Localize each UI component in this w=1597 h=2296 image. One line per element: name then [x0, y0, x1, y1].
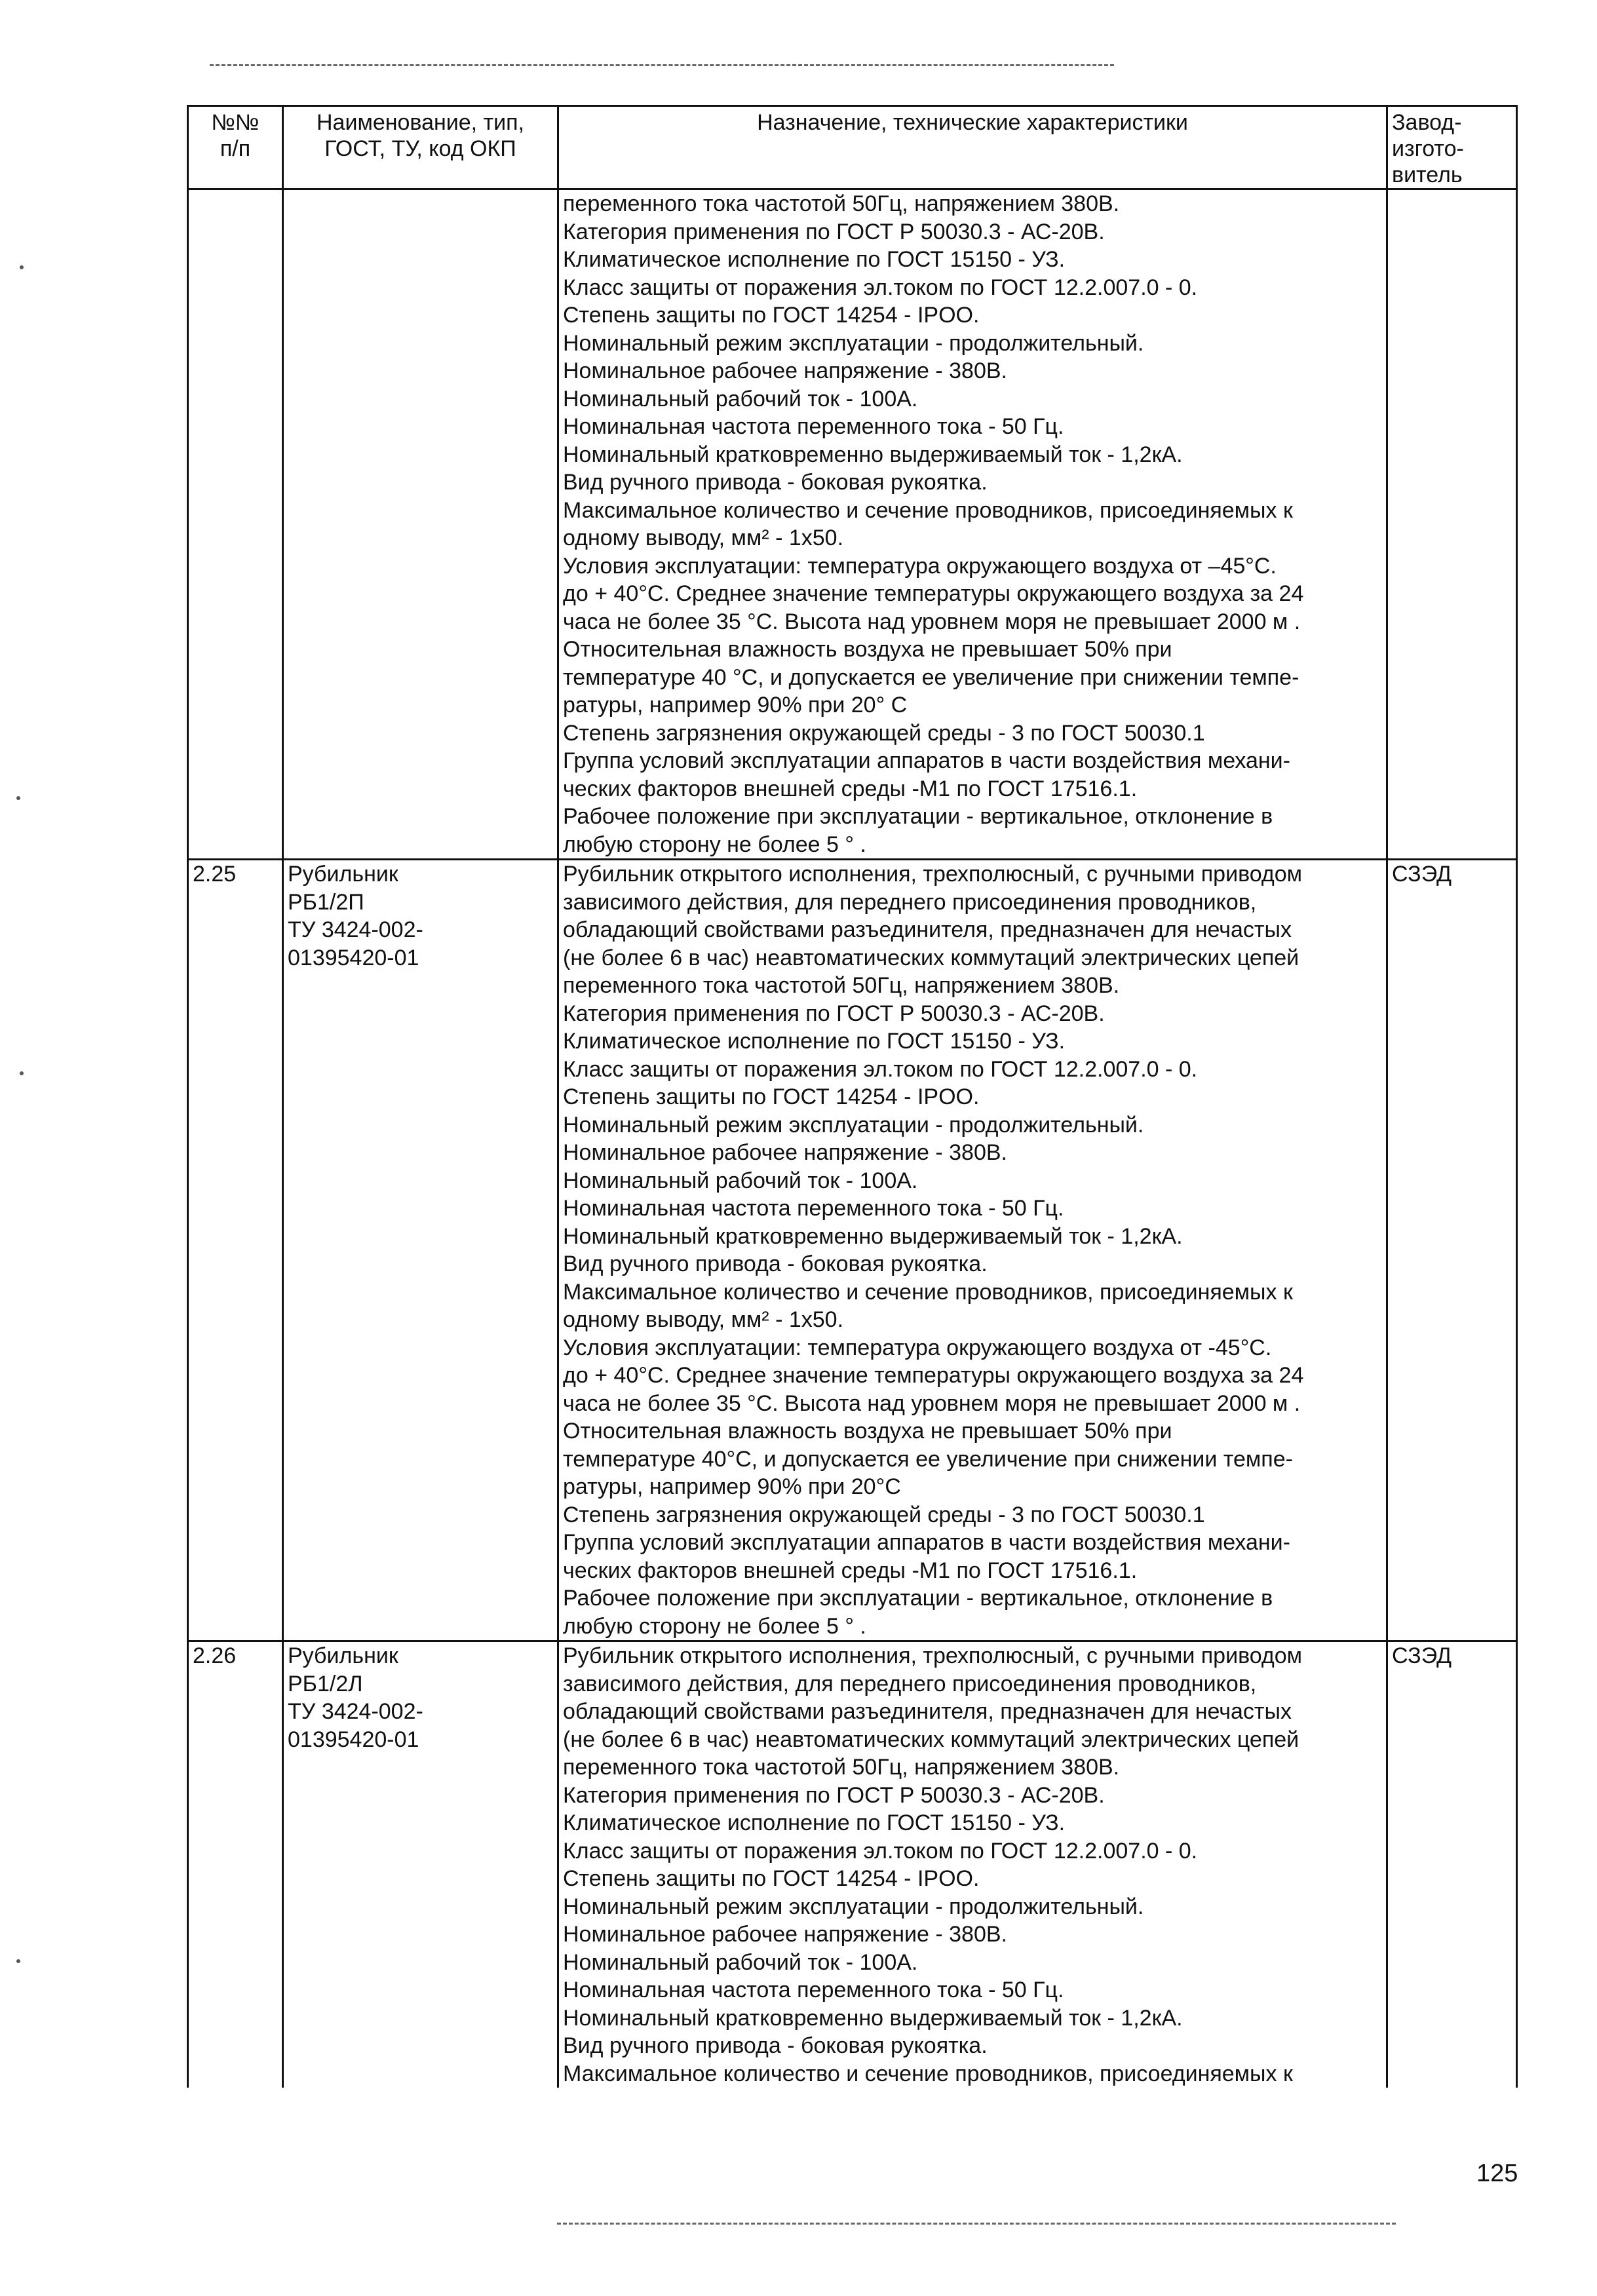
scan-dot	[16, 796, 20, 800]
specification-table	[187, 105, 1518, 2088]
table-row	[188, 1641, 1517, 2088]
description-line: Условия эксплуатации: температура окружающего воздуха от -45°С.	[563, 1335, 1272, 1360]
description-line: Рабочее положение при эксплуатации - вертикальное, отклонение в	[563, 1586, 1273, 1611]
description-line: Номинальное рабочее напряжение - 380В.	[563, 358, 1007, 383]
description-line: Максимальное количество и сечение проводников, присоединяемых к	[563, 497, 1293, 523]
description-line: Номинальный режим эксплуатации - продолжительный.	[563, 1112, 1144, 1138]
description-line: Условия эксплуатации: температура окружающего воздуха от –45°С.	[563, 553, 1277, 579]
header-desc	[558, 106, 1387, 189]
description-line: ческих факторов внешней среды -М1 по ГОСТ 17516.1.	[563, 1558, 1138, 1583]
description-line: ратуры, например 90% при 20° С	[563, 693, 908, 718]
description-line: Максимальное количество и сечение проводников, присоединяемых к	[563, 2061, 1293, 2086]
description-line: Номинальный режим эксплуатации - продолжительный.	[563, 1894, 1144, 1919]
row-description-cell	[558, 189, 1387, 860]
description-line: Номинальное рабочее напряжение - 380В.	[563, 1922, 1007, 1947]
description-line: обладающий свойствами разъединителя, предназначен для нечастых	[563, 917, 1292, 942]
row-name-cell-text: Рубильник РБ1/2Л ТУ 3424-002- 01395420-01	[288, 1643, 423, 1752]
description-line: Рубильник открытого исполнения, трехполюсный, с ручными приводом	[563, 862, 1303, 887]
description-line: (не более 6 в час) неавтоматических коммутаций электрических цепей	[563, 1727, 1299, 1752]
description-line: зависимого действия, для переднего присоединения проводников,	[563, 889, 1257, 915]
row-number-cell	[188, 189, 283, 860]
table-header-row	[188, 106, 1517, 189]
description-line: Номинальный кратковременно выдерживаемый ток - 1,2кА.	[563, 1223, 1183, 1249]
row-description-cell	[558, 860, 1387, 1641]
description-line: любую сторону не более 5 ° .	[563, 832, 866, 857]
scan-artifact-bottom	[557, 2223, 1396, 2225]
row-number-cell	[188, 860, 283, 1641]
page-number: 125	[1476, 2160, 1518, 2187]
description-line: переменного тока частотой 50Гц, напряжением 380В.	[563, 1755, 1120, 1780]
description-line: Категория применения по ГОСТ Р 50030.3 - АС-20В.	[563, 219, 1105, 244]
description-line: Степень защиты по ГОСТ 14254 - IPOO.	[563, 303, 980, 328]
description-line: Рабочее положение при эксплуатации - вертикальное, отклонение в	[563, 804, 1273, 829]
table-row	[188, 860, 1517, 1641]
description-line: одному выводу, мм² - 1х50.	[563, 1307, 844, 1332]
description-line: (не более 6 в час) неавтоматических коммутаций электрических цепей	[563, 945, 1299, 970]
description-line: часа не более 35 °С. Высота над уровнем моря не превышает 2000 м .	[563, 1390, 1301, 1416]
description-line: Номинальный рабочий ток - 100А.	[563, 386, 918, 411]
row-name-cell	[283, 189, 558, 860]
description-line: часа не более 35 °С. Высота над уровнем моря не превышает 2000 м .	[563, 609, 1301, 634]
description-line: Номинальная частота переменного тока - 50 Гц.	[563, 1978, 1064, 2002]
table-row	[188, 189, 1517, 860]
scan-artifact-top	[210, 64, 1114, 66]
row-manufacturer-cell	[1387, 1641, 1517, 2088]
description-line: Степень загрязнения окружающей среды - 3 по ГОСТ 50030.1	[563, 720, 1205, 746]
description-line: Номинальный кратковременно выдерживаемый ток - 1,2кА.	[563, 2005, 1183, 2031]
description-line: Номинальное рабочее напряжение - 380В.	[563, 1140, 1007, 1165]
header-name	[283, 106, 558, 189]
scan-dot	[20, 1071, 24, 1075]
description-line: Климатическое исполнение по ГОСТ 15150 - УЗ.	[563, 1810, 1066, 1835]
description-line: Номинальная частота переменного тока - 50 Гц.	[563, 1196, 1064, 1221]
description-line: температуре 40 °С, и допускается ее увеличение при снижении темпе-	[563, 664, 1299, 690]
description-line: зависимого действия, для переднего присоединения проводников,	[563, 1671, 1257, 1696]
description-line: Номинальная частота переменного тока - 50 Гц.	[563, 414, 1064, 439]
row-number-cell-text: 2.26	[193, 1643, 237, 1668]
table-body	[188, 189, 1517, 2088]
description-line: Климатическое исполнение по ГОСТ 15150 - УЗ.	[563, 1029, 1066, 1054]
row-name-cell	[283, 1641, 558, 2088]
header-maker-text: Завод- изгото- витель	[1392, 110, 1464, 187]
scan-dot	[20, 265, 24, 269]
description-line: до + 40°С. Среднее значение температуры окружающего воздуха за 24	[563, 581, 1304, 606]
row-number-cell-text: 2.25	[193, 862, 237, 887]
description-line: Класс защиты от поражения эл.током по ГОСТ 12.2.007.0 - 0.	[563, 1838, 1198, 1864]
description-line: Номинальный рабочий ток - 100А.	[563, 1168, 918, 1193]
description-line: Номинальный режим эксплуатации - продолжительный.	[563, 330, 1144, 356]
description-line: Относительная влажность воздуха не превышает 50% при	[563, 1419, 1172, 1444]
header-name-text: Наименование, тип, ГОСТ, ТУ, код ОКП	[316, 110, 524, 161]
description-line: Вид ручного привода - боковая рукоятка.	[563, 470, 988, 495]
row-manufacturer-cell	[1387, 189, 1517, 860]
description-line: любую сторону не более 5 ° .	[563, 1613, 866, 1639]
description-line: Климатическое исполнение по ГОСТ 15150 - УЗ.	[563, 247, 1066, 272]
scan-dot	[16, 1959, 20, 1963]
row-description-cell	[558, 1641, 1387, 2088]
description-line: Степень защиты по ГОСТ 14254 - IPOO.	[563, 1866, 980, 1891]
row-manufacturer-cell-text: СЗЭД	[1392, 862, 1452, 887]
description-line: Вид ручного привода - боковая рукоятка.	[563, 2033, 988, 2058]
header-desc-text: Назначение, технические характеристики	[757, 110, 1188, 135]
description-line: Класс защиты от поражения эл.током по ГОСТ 12.2.007.0 - 0.	[563, 1056, 1198, 1082]
description-line: Группа условий эксплуатации аппаратов в части воздействия механи-	[563, 748, 1290, 773]
header-maker	[1387, 106, 1517, 189]
description-line: Рубильник открытого исполнения, трехполюсный, с ручными приводом	[563, 1643, 1303, 1668]
description-line: Максимальное количество и сечение проводников, присоединяемых к	[563, 1279, 1293, 1305]
row-name-cell-text: Рубильник РБ1/2П ТУ 3424-002- 01395420-01	[288, 862, 423, 970]
description-line: температуре 40°С, и допускается ее увеличение при снижении темпе-	[563, 1446, 1293, 1472]
description-line: одному выводу, мм² - 1х50.	[563, 526, 844, 550]
header-num-text: №№ п/п	[211, 110, 260, 161]
row-manufacturer-cell-text: СЗЭД	[1392, 1643, 1452, 1668]
description-line: Степень защиты по ГОСТ 14254 - IPOO.	[563, 1084, 980, 1109]
description-line: переменного тока частотой 50Гц, напряжением 380В.	[563, 973, 1120, 998]
header-num	[188, 106, 283, 189]
description-line: до + 40°С. Среднее значение температуры окружающего воздуха за 24	[563, 1363, 1304, 1388]
description-line: Номинальный кратковременно выдерживаемый ток - 1,2кА.	[563, 442, 1183, 467]
row-manufacturer-cell	[1387, 860, 1517, 1641]
description-line: Вид ручного привода - боковая рукоятка.	[563, 1252, 988, 1276]
description-line: Степень загрязнения окружающей среды - 3 по ГОСТ 50030.1	[563, 1502, 1205, 1527]
description-line: Относительная влажность воздуха не превышает 50% при	[563, 637, 1172, 662]
description-line: ческих факторов внешней среды -М1 по ГОСТ 17516.1.	[563, 776, 1138, 801]
description-line: Категория применения по ГОСТ Р 50030.3 - АС-20В.	[563, 1782, 1105, 1808]
description-line: Категория применения по ГОСТ Р 50030.3 - АС-20В.	[563, 1001, 1105, 1026]
description-line: ратуры, например 90% при 20°С	[563, 1474, 901, 1499]
description-line: Группа условий эксплуатации аппаратов в части воздействия механи-	[563, 1530, 1290, 1555]
description-line: переменного тока частотой 50Гц, напряжением 380В.	[563, 191, 1120, 216]
description-line: обладающий свойствами разъединителя, предназначен для нечастых	[563, 1699, 1292, 1724]
description-line: Класс защиты от поражения эл.током по ГОСТ 12.2.007.0 - 0.	[563, 275, 1198, 300]
row-number-cell	[188, 1641, 283, 2088]
row-name-cell	[283, 860, 558, 1641]
description-line: Номинальный рабочий ток - 100А.	[563, 1949, 918, 1975]
